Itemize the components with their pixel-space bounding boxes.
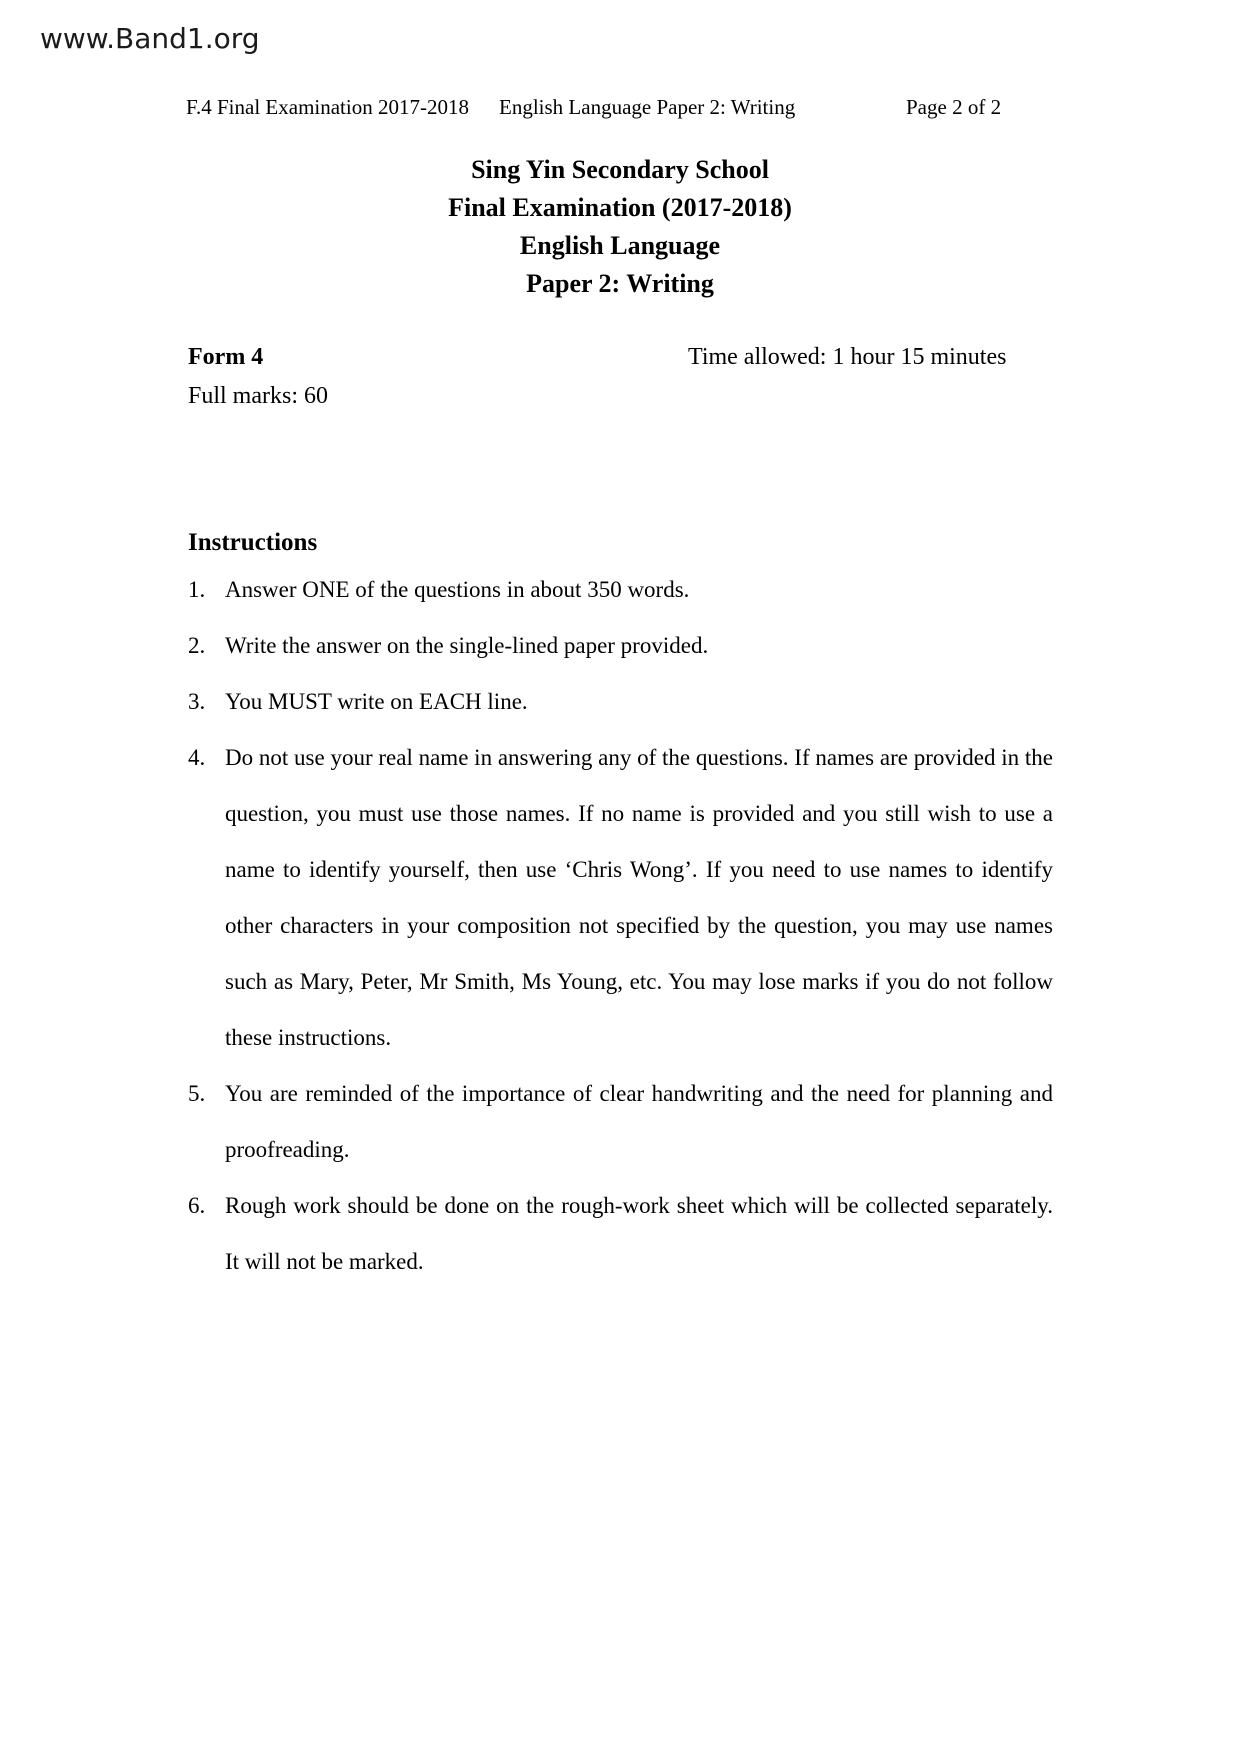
instruction-text: Write the answer on the single-lined paper provided. bbox=[225, 633, 709, 658]
running-header bbox=[0, 95, 1240, 125]
instruction-number: 3. bbox=[188, 689, 206, 714]
instruction-item bbox=[188, 674, 1053, 730]
instruction-number: 5. bbox=[188, 1081, 206, 1106]
instruction-number: 4. bbox=[188, 745, 206, 770]
instruction-text: You MUST write on EACH line. bbox=[225, 689, 528, 714]
instruction-item bbox=[188, 730, 1053, 1066]
instruction-item bbox=[188, 1066, 1053, 1178]
full-marks: Full marks: 60 bbox=[188, 383, 329, 409]
instruction-text: You are reminded of the importance of clear handwriting and the need for planning and proofreading. bbox=[225, 1081, 1053, 1162]
title-line: Paper 2: Writing bbox=[526, 269, 714, 298]
instruction-item bbox=[188, 1178, 1053, 1290]
instruction-number: 2. bbox=[188, 633, 206, 658]
title-block bbox=[0, 151, 1240, 303]
watermark-site-url: www.Band1.org bbox=[40, 22, 260, 55]
title-line: Final Examination (2017-2018) bbox=[448, 193, 792, 222]
instruction-item bbox=[188, 618, 1053, 674]
instruction-item bbox=[188, 562, 1053, 618]
header-exam-session: F.4 Final Examination 2017-2018 bbox=[186, 95, 469, 119]
form-level: Form 4 bbox=[188, 344, 264, 370]
title-line: English Language bbox=[519, 231, 721, 260]
time-allowed: Time allowed: 1 hour 15 minutes bbox=[688, 344, 1007, 370]
title-line: Sing Yin Secondary School bbox=[471, 155, 769, 184]
instructions-list bbox=[188, 562, 1053, 1290]
instruction-number: 1. bbox=[188, 577, 206, 602]
instruction-text: Do not use your real name in answering any of the questions. If names are provided in the question, you must use those names. If no name is provided and you still wish to use a name to identify yourself, then use ‘Chris Wong’. If you need to use names to identify other characters in your composition not specified by the question, you may use names such as Mary, Peter, Mr Smith, Ms Young, etc. You may lose marks if you do not follow these instructions. bbox=[225, 745, 1053, 1050]
exam-info-row bbox=[188, 342, 1053, 372]
instructions-heading: Instructions bbox=[188, 529, 318, 556]
instruction-number: 6. bbox=[188, 1193, 206, 1218]
instruction-text: Answer ONE of the questions in about 350 words. bbox=[225, 577, 690, 602]
header-paper-name: English Language Paper 2: Writing bbox=[499, 95, 796, 119]
instruction-text: Rough work should be done on the rough-work sheet which will be collected separately. It will not be marked. bbox=[225, 1193, 1053, 1274]
header-page-number: Page 2 of 2 bbox=[906, 95, 1002, 119]
